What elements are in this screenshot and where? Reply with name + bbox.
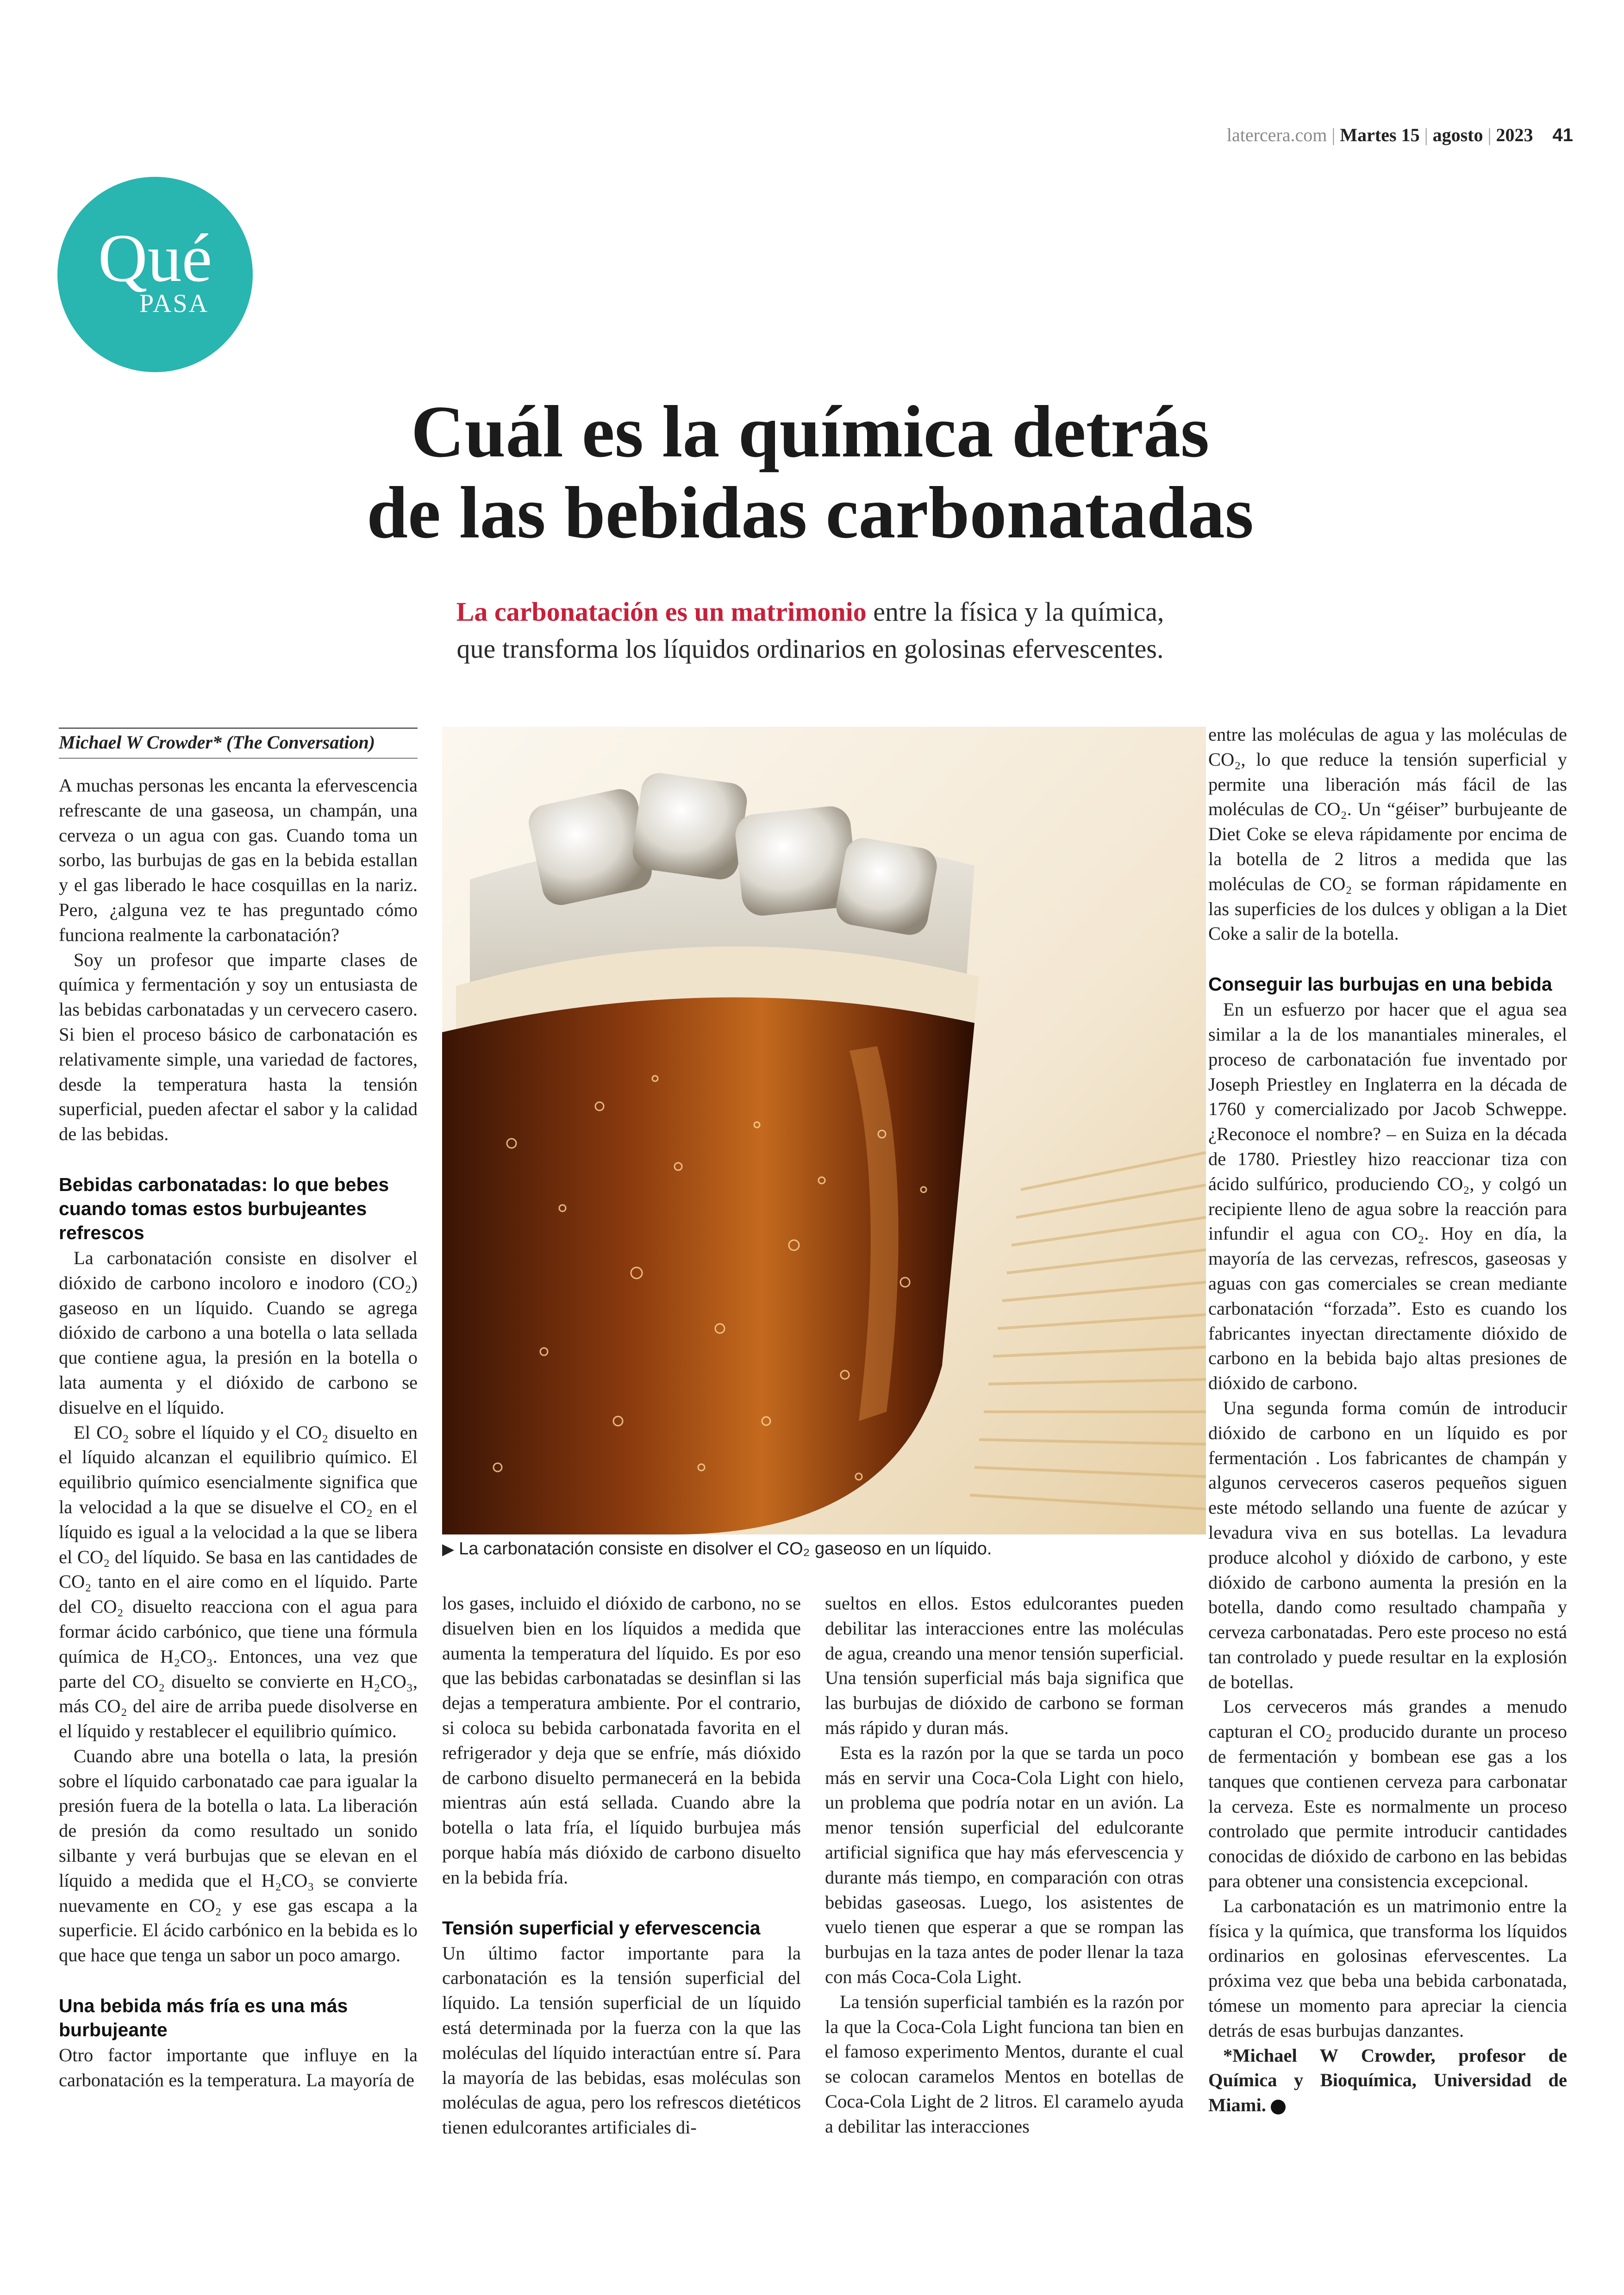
site-name[interactable]: latercera.com: [1226, 125, 1327, 145]
byline: Michael W Crowder* (The Conversation): [59, 728, 418, 759]
article-headline: [139, 391, 1481, 553]
section-heading: Una bebida más fría es una más burbujeante: [59, 1995, 348, 2041]
headline-line-2: de las bebidas carbonatadas: [367, 471, 1254, 554]
paragraph: Una segunda forma común de introducir dióxido de carbono en un líquido es por fermentación . Los fabricantes de champán y algunos cerveceros caseros pequeños siguen este método sellando una fuente de azúcar y levadura viva en sus botellas. La levadura produce alcohol y dióxido de carbono, y este dióxido de carbono aumenta la presión en la botella, dando como resultado champaña y cerveza carbonatadas. Pero este proceso no está tan controlado y puede resultar en la explosión de botellas.: [1208, 1397, 1567, 1692]
paragraph: los gases, incluido el dióxido de carbono, no se disuelven bien en los líquidos a medida que aumenta la temperatura del líquido. Es por eso que las bebidas carbonatadas se desinflan si las dejas a temperatura ambiente. Por el contrario, si coloca su bebida carbonatada favorita en el refrigerador y deja que se enfríe, más dióxido de carbono disuelto permanecerá en la bebida mientras aún está sellada. Cuando abre la botella o lata fría, el líquido burbujea más porque había más dióxido de carbono disuelto en la bebida fría.: [442, 1593, 801, 1888]
paragraph: Soy un profesor que imparte clases de química y fermentación y soy un entusiasta de las bebidas carbonatadas y un cervecero casero. Si bien el proceso básico de carbonatación es relativamente simple, una variedad de factores, desde la temperatura hasta la tensión superficial, pueden afectar el sabor y la calidad de las bebidas.: [59, 949, 418, 1145]
paragraph: Cuando abre una botella o lata, la presión sobre el líquido carbonatado cae para igualar la presión fuera de la botella o lata. La liberación de presión da como resultado un sonido silbante y verá burbujas que se elevan en el líquido a medida que el H₂CO₃ se convierte nuevamente en CO₂ y ese gas escapa a la superficie. El ácido carbónico en la bebida es lo que hace que tenga un sabor un poco amargo.: [59, 1745, 418, 1966]
end-mark-icon: [1271, 2100, 1286, 2114]
paragraph: entre las moléculas de agua y las moléculas de CO₂, lo que reduce la tensión superficial y permite una liberación más fácil de las moléculas de CO₂. Un “géiser” burbujeante de Diet Coke se eleva rápidamente por encima de la botella de 2 litros a medida que las moléculas de CO₂ se forman rápidamente en las superficies de los dulces y obligan a la Diet Coke a salir de la botella.: [1208, 724, 1567, 944]
logo-word-main: Qué: [98, 220, 212, 296]
deck-line-1-rest: entre la física y la química,: [866, 597, 1164, 627]
deck-line-2: que transforma los líquidos ordinarios en golosinas efervescentes.: [456, 634, 1164, 664]
caption-triangle-icon: ▶: [442, 1540, 455, 1558]
que-pasa-logo-mark: [57, 177, 253, 372]
article-column-4: [1208, 722, 1567, 2118]
article-column-1: [59, 773, 418, 2093]
author-bio-text: *Michael W Crowder, profesor de Química y Bioquímica, Universidad de Miami.: [1208, 2045, 1567, 2116]
logo-word-sub: PASA: [139, 289, 209, 318]
paragraph: El CO₂ sobre el líquido y el CO₂ disuelto en el líquido alcanzan el equilibrio químico. El equilibrio químico esencialmente significa que la velocidad a la que se disuelve el CO₂ en el líquido es igual a la velocidad a la que se libera el CO₂ del líquido. Se basa en las cantidades de CO₂ tanto en el aire como en el líquido. Parte del CO₂ disuelto reacciona con el agua para formar ácido carbónico, que tiene una fórmula química de H₂CO₃. Entonces, una vez que parte del CO₂ disuelto se convierte en H₂CO₃, más CO₂ del aire de arriba puede disolverse en el líquido y restablecer el equilibrio químico.: [59, 1422, 418, 1742]
paragraph: Otro factor importante que influye en la carbonatación es la temperatura. La mayoría de: [59, 2045, 418, 2090]
paragraph: sueltos en ellos. Estos edulcorantes pueden debilitar las interacciones entre las moléculas de agua, creando una menor tensión superficial. Una tensión superficial más baja significa que las burbujas de dióxido de carbono se forman más rápido y duran más.: [825, 1593, 1184, 1738]
page-header: [1227, 124, 1573, 146]
cola-glass-illustration: [442, 727, 1206, 1534]
paragraph: Los cerveceros más grandes a menudo capturan el CO₂ producido durante un proceso de fermentación y bombean ese gas a los tanques que contienen cerveza para carbonatar la cerveza. Este es normalmente un proceso controlado que permite introducir cantidades conocidas de dióxido de carbono en las bebidas para obtener una consistencia excepcional.: [1208, 1696, 1567, 1892]
headline-line-1: Cuál es la química detrás: [411, 390, 1210, 473]
header-separator: |: [1331, 125, 1336, 145]
paragraph: La tensión superficial también es la razón por la que la Coca-Cola Light funciona tan bien en el famoso experimento Mentos, durante el cual se colocan caramelos Mentos en botellas de Coca-Cola Light de 2 litros. El caramelo ayuda a debilitar las interacciones: [825, 1991, 1184, 2137]
section-heading: Tensión superficial y efervescencia: [442, 1917, 761, 1939]
header-separator: |: [1424, 125, 1428, 145]
paragraph: En un esfuerzo por hacer que el agua sea similar a la de los manantiales minerales, el proceso de carbonatación fue inventado por Joseph Priestley en Inglaterra en la década de 1760 y comercializado por Jacob Schweppe. ¿Reconoce el nombre? – en Suiza en la década de 1780. Priestley hizo reaccionar tiza con ácido sulfúrico, produciendo CO₂, y colgó un recipiente lleno de agua sobre la reacción para infundir el agua con CO₂. Hoy en día, la mayoría de las cervezas, refrescos, gaseosas y aguas con gas comerciales se crean mediante carbonatación “forzada”. Esto es cuando los fabricantes inyectan directamente dióxido de carbono en la bebida bajo altas presiones de dióxido de carbono.: [1208, 999, 1567, 1394]
photo-caption: [442, 1539, 1206, 1559]
paragraph: A muchas personas les encanta la efervescencia refrescante de una gaseosa, un champán, una cerveza o un agua con gas. Cuando toma un sorbo, las burbujas de gas en la bebida estallan y el gas liberado le hace cosquillas en la nariz. Pero, ¿alguna vez te has preguntado cómo funciona realmente la carbonatación?: [59, 775, 418, 945]
que-pasa-logo: [57, 177, 253, 372]
page-number: 41: [1552, 125, 1573, 145]
header-separator: |: [1487, 125, 1492, 145]
caption-text: La carbonatación consiste en disolver el CO₂ gaseoso en un líquido.: [459, 1539, 992, 1559]
header-year: 2023: [1496, 125, 1533, 145]
paragraph: Esta es la razón por la que se tarda un poco más en servir una Coca-Cola Light con hielo, un problema que podría notar en un avión. La menor tensión superficial del edulcorante artificial significa que hay más efervescencia y durante más tiempo, en comparación con otras bebidas gaseosas. Luego, los asistentes de vuelo tienen que esperar a que se rompan las burbujas en la taza antes de poder llenar la taza con más Coca-Cola Light.: [825, 1742, 1184, 1987]
paragraph: La carbonatación consiste en disolver el dióxido de carbono incoloro e inodoro (CO₂) gaseoso en un líquido. Cuando se agrega dióxido de carbono a una botella o lata sellada que contiene agua, la presión en la botella o lata aumenta y el dióxido de carbono se disuelve en el líquido.: [59, 1247, 418, 1418]
cola-glass-photo: [442, 727, 1206, 1534]
deck-highlight: La carbonatación es un matrimonio: [456, 597, 867, 627]
author-bio: [1208, 2043, 1567, 2118]
article-deck: [231, 593, 1389, 667]
header-month: agosto: [1432, 125, 1483, 145]
deck-line-1: [231, 593, 1389, 630]
section-heading: Bebidas carbonatadas: lo que bebes cuando tomas estos burbujeantes refrescos: [59, 1173, 389, 1243]
article-column-2: [442, 1591, 801, 2140]
paragraph: La carbonatación es un matrimonio entre la física y la química, que transforma los líquidos ordinarios en golosinas efervescentes. La próxima vez que beba una bebida carbonatada, tómese un momento para apreciar la ciencia detrás de esas burbujas danzantes.: [1208, 1895, 1567, 2041]
header-day: Martes 15: [1340, 125, 1420, 145]
section-heading: Conseguir las burbujas en una bebida: [1208, 973, 1552, 995]
paragraph: Un último factor importante para la carbonatación es la tensión superficial del líquido. La tensión superficial de un líquido está determinada por la fuerza con la que las moléculas del líquido interactúan entre sí. Para la mayoría de las bebidas, esas moléculas son moléculas de agua, pero los refrescos dietéticos tienen edulcorantes artificiales di-: [442, 1942, 801, 2138]
article-column-3: [825, 1591, 1184, 2139]
